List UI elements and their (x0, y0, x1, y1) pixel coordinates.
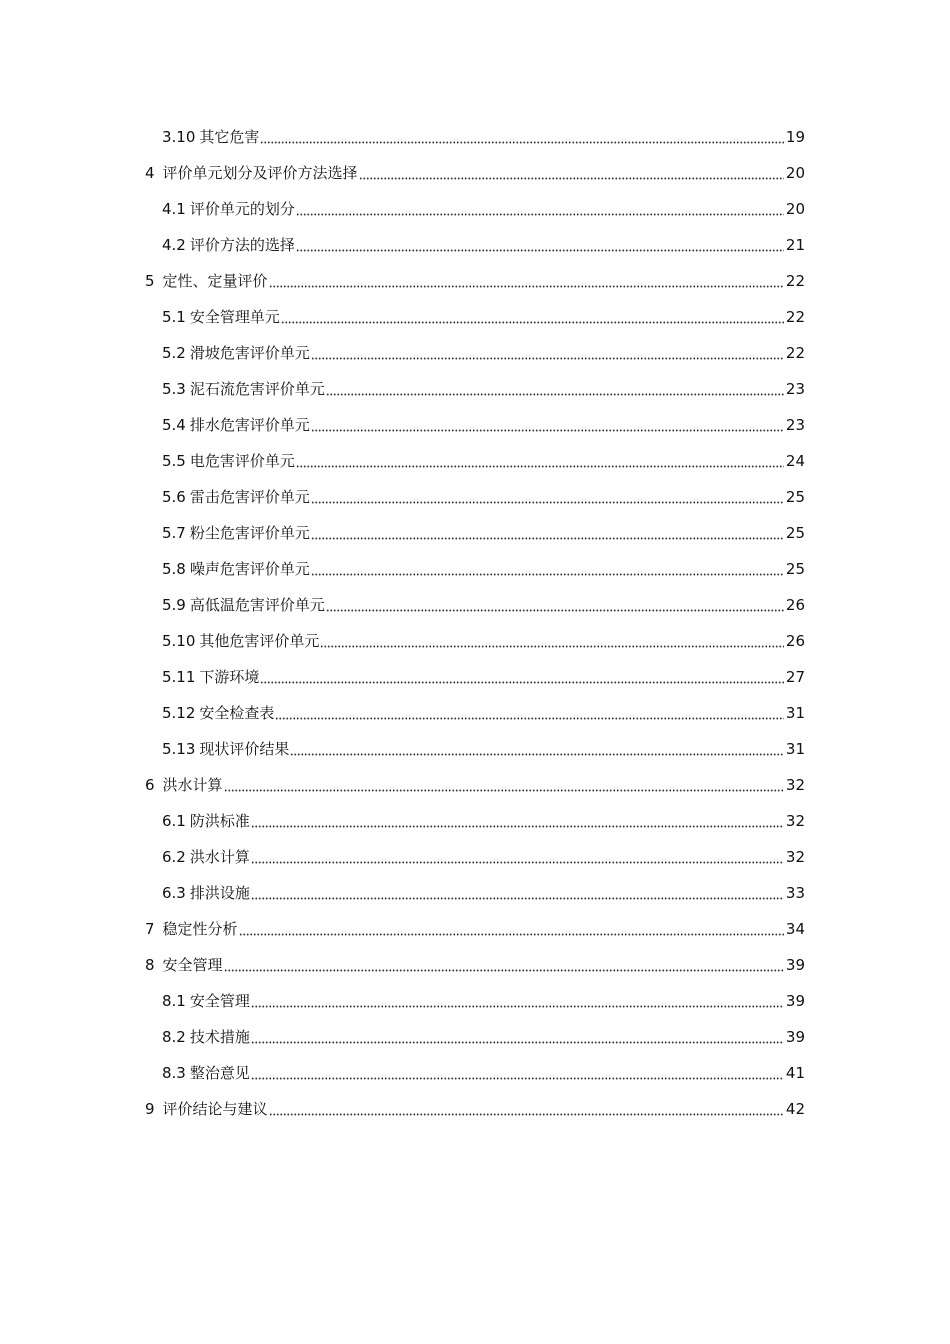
toc-entry[interactable] (162, 407, 805, 443)
toc-entry[interactable] (162, 659, 805, 695)
toc-entry[interactable] (162, 443, 805, 479)
toc-leader-dots (320, 631, 783, 651)
toc-leader-dots (269, 1099, 784, 1119)
toc-entry-title: 排水危害评价单元 (189, 416, 310, 434)
toc-entry-title: 安全检查表 (199, 704, 275, 722)
toc-leader-dots (359, 163, 784, 183)
toc-entry-page: 33 (785, 884, 805, 902)
toc-entry-page: 20 (785, 164, 805, 182)
toc-entry-number: 5.2 (162, 344, 186, 362)
toc-entry-title: 评价方法的选择 (189, 236, 295, 254)
toc-leader-dots (251, 811, 784, 831)
toc-entry-number: 8 (145, 956, 155, 974)
toc-entry-page: 23 (785, 380, 805, 398)
toc-entry-page: 32 (785, 812, 805, 830)
toc-entry-title: 洪水计算 (162, 776, 223, 794)
toc-entry-title: 滑坡危害评价单元 (189, 344, 310, 362)
toc-entry-page: 23 (785, 416, 805, 434)
toc-leader-dots (260, 667, 783, 687)
toc-entry-number: 5.8 (162, 560, 186, 578)
toc-entry-title: 评价单元划分及评价方法选择 (162, 164, 358, 182)
toc-leader-dots (311, 415, 784, 435)
toc-leader-dots (296, 235, 784, 255)
toc-entry-title: 噪声危害评价单元 (189, 560, 310, 578)
toc-entry-page: 31 (785, 704, 805, 722)
toc-entry-page: 26 (785, 632, 805, 650)
toc-leader-dots (260, 127, 783, 147)
toc-entry-title: 定性、定量评价 (162, 272, 268, 290)
toc-leader-dots (251, 1063, 784, 1083)
toc-entry[interactable] (162, 983, 805, 1019)
toc-entry-title: 泥石流危害评价单元 (189, 380, 325, 398)
toc-entry-title: 其他危害评价单元 (199, 632, 320, 650)
toc-entry-number: 5.1 (162, 308, 186, 326)
toc-entry[interactable] (145, 767, 805, 803)
toc-entry-title: 防洪标准 (189, 812, 250, 830)
toc-entry-page: 32 (785, 776, 805, 794)
toc-leader-dots (224, 775, 784, 795)
toc-entry-number: 8.1 (162, 992, 186, 1010)
toc-entry-number: 5.12 (162, 704, 196, 722)
toc-entry-page: 39 (785, 956, 805, 974)
toc-entry-number: 5.9 (162, 596, 186, 614)
toc-entry[interactable] (162, 551, 805, 587)
toc-entry-title: 评价结论与建议 (162, 1100, 268, 1118)
toc-leader-dots (224, 955, 784, 975)
toc-leader-dots (251, 1027, 784, 1047)
toc-entry[interactable] (162, 515, 805, 551)
toc-entry-page: 31 (785, 740, 805, 758)
toc-entry-page: 22 (785, 344, 805, 362)
toc-entry-number: 6 (145, 776, 155, 794)
toc-entry-number: 5 (145, 272, 155, 290)
toc-entry-number: 5.7 (162, 524, 186, 542)
toc-entry-title: 电危害评价单元 (189, 452, 295, 470)
toc-entry[interactable] (162, 695, 805, 731)
toc-entry-number: 7 (145, 920, 155, 938)
toc-entry-title: 安全管理 (189, 992, 250, 1010)
toc-entry[interactable] (145, 1091, 805, 1127)
toc-entry-title: 其它危害 (199, 128, 260, 146)
toc-leader-dots (269, 271, 784, 291)
toc-leader-dots (251, 883, 784, 903)
toc-entry-title: 稳定性分析 (162, 920, 238, 938)
toc-entry-number: 6.1 (162, 812, 186, 830)
toc-leader-dots (239, 919, 784, 939)
toc-entry-title: 下游环境 (199, 668, 260, 686)
toc-entry-title: 粉尘危害评价单元 (189, 524, 310, 542)
toc-leader-dots (311, 559, 784, 579)
toc-entry-title: 高低温危害评价单元 (189, 596, 325, 614)
toc-entry-title: 雷击危害评价单元 (189, 488, 310, 506)
toc-entry-number: 5.11 (162, 668, 196, 686)
toc-entry-title: 洪水计算 (189, 848, 250, 866)
toc-entry-page: 19 (785, 128, 805, 146)
toc-entry-number: 6.2 (162, 848, 186, 866)
toc-leader-dots (326, 379, 784, 399)
toc-entry[interactable] (162, 1055, 805, 1091)
toc-entry-number: 8.3 (162, 1064, 186, 1082)
toc-entry[interactable] (162, 731, 805, 767)
toc-entry[interactable] (162, 371, 805, 407)
toc-entry-number: 9 (145, 1100, 155, 1118)
toc-leader-dots (326, 595, 784, 615)
toc-leader-dots (290, 739, 783, 759)
toc-entry-number: 5.13 (162, 740, 196, 758)
toc-entry-page: 21 (785, 236, 805, 254)
toc-entry-page: 24 (785, 452, 805, 470)
toc-entry-title: 安全管理单元 (189, 308, 280, 326)
toc-leader-dots (281, 307, 784, 327)
toc-leader-dots (251, 991, 784, 1011)
toc-entry-title: 安全管理 (162, 956, 223, 974)
toc-entry-number: 5.4 (162, 416, 186, 434)
toc-entry[interactable] (145, 155, 805, 191)
toc-entry[interactable] (162, 119, 805, 155)
toc-leader-dots (311, 343, 784, 363)
toc-entry-number: 4 (145, 164, 155, 182)
toc-leader-dots (296, 451, 784, 471)
toc-entry[interactable] (145, 947, 805, 983)
toc-entry[interactable] (162, 191, 805, 227)
toc-entry[interactable] (162, 1019, 805, 1055)
toc-entry-number: 4.2 (162, 236, 186, 254)
toc-leader-dots (311, 523, 784, 543)
toc-entry-number: 8.2 (162, 1028, 186, 1046)
toc-leader-dots (311, 487, 784, 507)
toc-entry[interactable] (162, 299, 805, 335)
toc-entry-number: 5.10 (162, 632, 196, 650)
toc-entry[interactable] (162, 479, 805, 515)
toc-entry-page: 27 (785, 668, 805, 686)
toc-entry-page: 22 (785, 272, 805, 290)
toc-entry-number: 3.10 (162, 128, 196, 146)
toc-entry-page: 41 (785, 1064, 805, 1082)
toc-entry[interactable] (162, 875, 805, 911)
toc-entry-title: 排洪设施 (189, 884, 250, 902)
toc-entry-page: 25 (785, 524, 805, 542)
toc-leader-dots (296, 199, 784, 219)
toc-entry-title: 技术措施 (189, 1028, 250, 1046)
toc-entry-page: 32 (785, 848, 805, 866)
toc-entry-title: 评价单元的划分 (189, 200, 295, 218)
toc-entry-page: 20 (785, 200, 805, 218)
toc-entry-number: 5.3 (162, 380, 186, 398)
toc-entry-number: 5.6 (162, 488, 186, 506)
toc-entry-page: 34 (785, 920, 805, 938)
toc-entry-number: 4.1 (162, 200, 186, 218)
toc-entry-page: 39 (785, 992, 805, 1010)
toc-entry-page: 39 (785, 1028, 805, 1046)
toc-entry-page: 25 (785, 560, 805, 578)
toc-entry-number: 5.5 (162, 452, 186, 470)
toc-entry[interactable] (162, 839, 805, 875)
toc-entry[interactable] (145, 263, 805, 299)
toc-entry-number: 6.3 (162, 884, 186, 902)
toc-entry[interactable] (162, 803, 805, 839)
toc-leader-dots (251, 847, 784, 867)
toc-entry[interactable] (162, 587, 805, 623)
toc-entry-page: 26 (785, 596, 805, 614)
toc-entry-title: 整治意见 (189, 1064, 250, 1082)
toc-entry[interactable] (145, 911, 805, 947)
toc-leader-dots (275, 703, 783, 723)
toc-entry[interactable] (162, 623, 805, 659)
toc-entry-title: 现状评价结果 (199, 740, 290, 758)
toc-entry[interactable] (162, 335, 805, 371)
toc-entry[interactable] (162, 227, 805, 263)
toc-entry-page: 42 (785, 1100, 805, 1118)
toc-entry-page: 25 (785, 488, 805, 506)
toc-entry-page: 22 (785, 308, 805, 326)
